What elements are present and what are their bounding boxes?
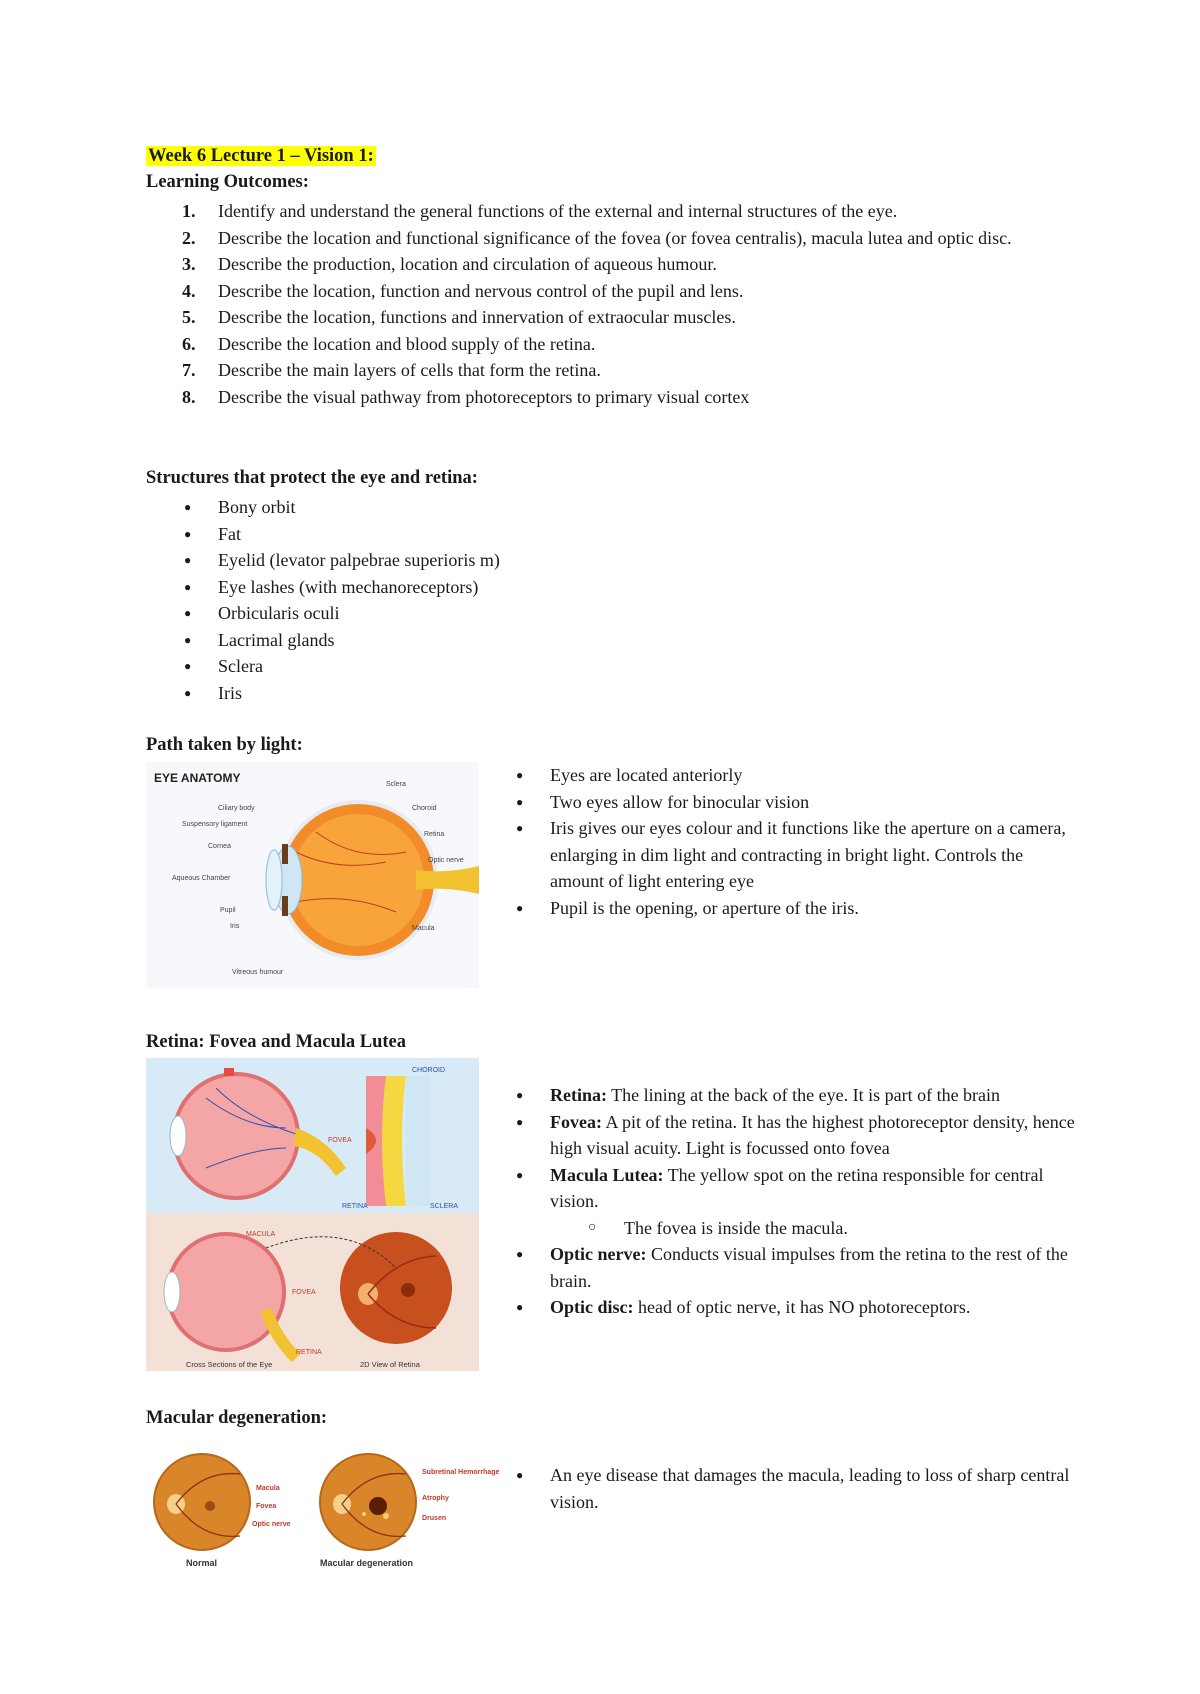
list-item xyxy=(478,1294,1088,1321)
macular-heading: Macular degeneration: xyxy=(146,1408,328,1428)
list-item: ● Bony orbit xyxy=(146,494,846,521)
caption-cross-sections: Cross Sections of the Eye xyxy=(186,1360,273,1369)
item-number: 8. xyxy=(182,386,196,407)
list-item: ● Iris xyxy=(146,680,846,707)
list-item xyxy=(146,251,1046,278)
caption-macular-degeneration: Macular degeneration xyxy=(320,1558,414,1568)
retina-figure xyxy=(146,1058,479,1371)
item-text: Describe the location, functions and innervation of extraocular muscles. xyxy=(218,307,736,327)
label-vitreous-humour: Vitreous humour xyxy=(232,969,284,976)
list-item xyxy=(478,1082,1088,1109)
list-item: ● Iris gives our eyes colour and it functions like the aperture on a camera, enlarging in dim light and contracting in bright light. Controls the amount of light entering eye xyxy=(478,815,1078,895)
caption-2d-view: 2D View of Retina xyxy=(360,1360,420,1369)
item-text: Describe the production, location and circulation of aqueous humour. xyxy=(218,254,717,274)
item-text: Identify and understand the general functions of the external and internal structures of the eye. xyxy=(218,201,898,221)
definition: The yellow spot on the retina responsible for central vision. xyxy=(550,1164,1044,1211)
list-item: ● Pupil is the opening, or aperture of the iris. xyxy=(478,895,1078,922)
eye-anatomy-illustration xyxy=(146,762,479,988)
label-atrophy: Atrophy xyxy=(422,1495,449,1502)
label-subretinal-hemorrhage: Subretinal Hemorrhage xyxy=(422,1469,500,1476)
label-fovea-2: FOVEA xyxy=(292,1289,316,1296)
item-number: 5. xyxy=(182,307,196,327)
learning-outcomes-heading: Learning Outcomes: xyxy=(146,172,309,192)
term: Macula Lutea: xyxy=(550,1164,664,1185)
item-text: Describe the location and functional significance of the fovea (or fovea centralis), macula lutea and optic disc. xyxy=(218,227,1012,248)
label-ciliary-body: Ciliary body xyxy=(218,805,255,812)
term: Fovea: xyxy=(550,1111,602,1132)
label-retina: RETINA xyxy=(342,1203,368,1210)
label-retina-2: RETINA xyxy=(296,1349,322,1356)
list-item: ● An eye disease that damages the macula, leading to loss of sharp central vision. xyxy=(478,1462,1078,1515)
label-retina: Retina xyxy=(424,831,445,838)
item-number: 7. xyxy=(182,360,196,380)
definition: A pit of the retina. It has the highest photoreceptor density, hence high visual acuity. Light is focussed onto fovea xyxy=(550,1111,1075,1158)
term: Optic nerve: xyxy=(550,1244,647,1264)
page-title xyxy=(146,146,376,167)
light-path-list xyxy=(478,762,1078,921)
label-choroid: Choroid xyxy=(412,805,437,812)
item-number: 1. xyxy=(182,201,196,221)
label-optic-nerve: Optic nerve xyxy=(252,1521,291,1528)
list-item: ● Fat xyxy=(146,521,846,548)
macular-list xyxy=(478,1462,1078,1515)
term: Optic disc: xyxy=(550,1297,634,1317)
list-item: ● Sclera xyxy=(146,653,846,680)
retina-illustration xyxy=(146,1058,479,1371)
label-macula: Macula xyxy=(256,1485,280,1492)
list-item: ● Eyes are located anteriorly xyxy=(478,762,1078,789)
definition: head of optic nerve, it has NO photoreceptors. xyxy=(633,1297,971,1317)
item-text: Describe the visual pathway from photoreceptors to primary visual cortex xyxy=(218,386,750,407)
label-suspensory-ligament: Suspensory ligament xyxy=(182,821,248,828)
label-pupil: Pupil xyxy=(220,907,236,914)
list-item xyxy=(146,357,1046,384)
list-item xyxy=(146,331,1046,358)
list-item xyxy=(146,384,1046,411)
label-drusen: Drusen xyxy=(422,1515,447,1522)
list-item xyxy=(146,304,1046,331)
eye-anatomy-figure xyxy=(146,762,479,988)
list-item: ● Orbicularis oculi xyxy=(146,600,846,627)
list-item xyxy=(478,1241,1088,1294)
label-macula: Macula xyxy=(412,925,435,932)
list-item: ● Two eyes allow for binocular vision xyxy=(478,789,1078,816)
figure-title: EYE ANATOMY xyxy=(154,771,241,785)
list-item: ● Eye lashes (with mechanoreceptors) xyxy=(146,574,846,601)
label-optic-nerve: Optic nerve xyxy=(428,857,464,864)
caption-normal: Normal xyxy=(186,1558,218,1568)
title-highlight: Week 6 Lecture 1 – Vision 1: xyxy=(148,146,374,166)
label-aqueous-chamber: Aqueous Chamber xyxy=(172,875,231,882)
macular-figure xyxy=(150,1450,500,1582)
label-iris: Iris xyxy=(230,923,240,930)
label-fovea: Fovea xyxy=(256,1503,277,1510)
label-cornea: Cornea xyxy=(208,843,231,850)
light-path-heading: Path taken by light: xyxy=(146,735,303,755)
sub-list-item: ○ The fovea is inside the macula. xyxy=(550,1215,1088,1242)
retina-list xyxy=(478,1082,1088,1321)
list-item: ● Eyelid (levator palpebrae superioris m) xyxy=(146,547,846,574)
item-text: Describe the main layers of cells that form the retina. xyxy=(218,360,601,380)
label-sclera: SCLERA xyxy=(430,1203,459,1210)
item-number: 3. xyxy=(182,254,196,274)
label-fovea: FOVEA xyxy=(328,1137,352,1144)
item-text: Describe the location, function and nervous control of the pupil and lens. xyxy=(218,280,744,301)
list-item xyxy=(146,198,1046,225)
list-item: ● Lacrimal glands xyxy=(146,627,846,654)
structures-list xyxy=(146,494,846,706)
list-item xyxy=(478,1162,1088,1242)
item-number: 4. xyxy=(182,280,196,301)
label-choroid: CHOROID xyxy=(412,1067,446,1074)
item-text: Describe the location and blood supply of the retina. xyxy=(218,333,596,354)
structures-heading: Structures that protect the eye and retina: xyxy=(146,468,478,488)
definition: Conducts visual impulses from the retina to the rest of the brain. xyxy=(550,1244,1068,1291)
list-item xyxy=(146,278,1046,305)
label-sclera: Sclera xyxy=(386,781,406,788)
list-item xyxy=(478,1109,1088,1162)
list-item xyxy=(146,225,1046,252)
sub-list xyxy=(550,1215,1088,1242)
item-number: 6. xyxy=(182,333,196,354)
learning-outcomes-list xyxy=(146,198,1046,410)
term: Retina: xyxy=(550,1085,607,1105)
item-number: 2. xyxy=(182,227,196,248)
definition: The lining at the back of the eye. It is part of the brain xyxy=(607,1085,1001,1105)
retina-heading: Retina: Fovea and Macula Lutea xyxy=(146,1032,407,1052)
label-macula: MACULA xyxy=(246,1231,276,1238)
macular-illustration xyxy=(150,1450,500,1582)
